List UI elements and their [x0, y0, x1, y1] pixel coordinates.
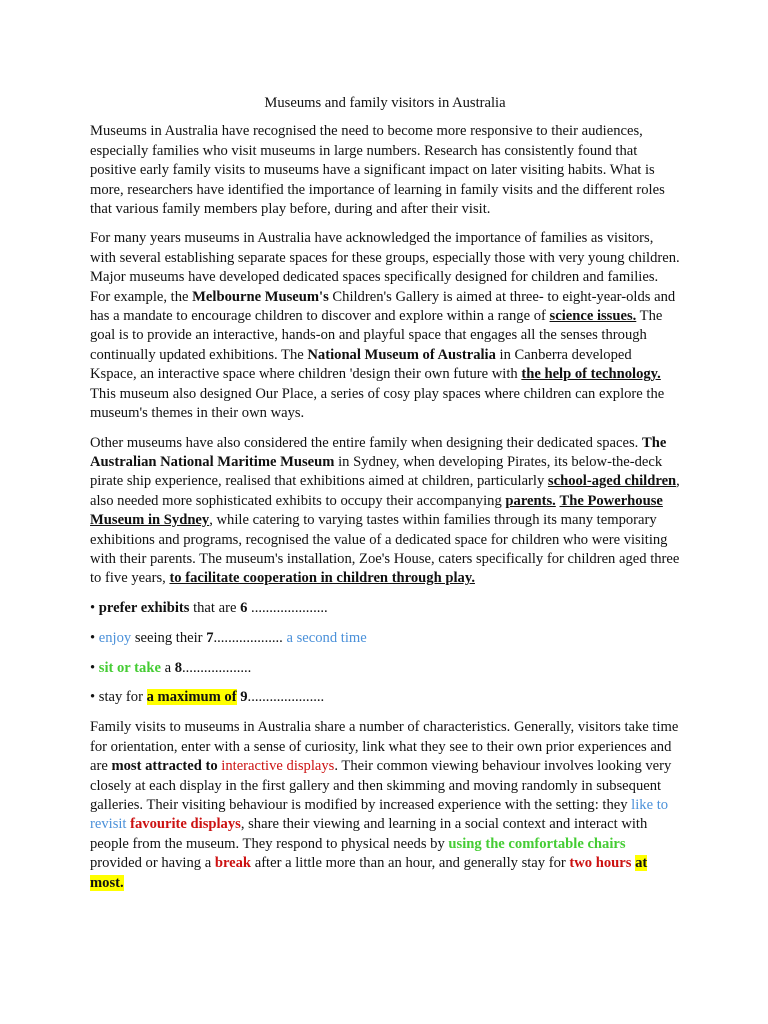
answer-blank: .....................: [247, 599, 328, 616]
question-number: 9: [240, 689, 248, 706]
text-run: For many years museums in Australia have acknowledged the importance of families as visitors, with several establishing separate spaces for these groups, especially those with very young children. Major museums have developed dedicated spaces specifically designed for children and families. For example, the: [90, 230, 680, 305]
bullet-mark: •: [90, 659, 99, 676]
break-red: break: [214, 855, 252, 872]
text-run: , share their viewing and learning in a social context and interact with people from the museum. They respond to physical needs by: [90, 816, 648, 852]
bullet-mark: •: [90, 629, 99, 646]
text-run: a: [160, 659, 175, 676]
sit-or-take-green: sit or take: [98, 659, 161, 676]
powerhouse-museum-underlined: The Powerhouse Museum in Sydney: [90, 492, 663, 529]
at-most-highlighted: at most.: [90, 855, 648, 891]
text-run: The goal is to provide an interactive, hands-on and playful space that engages all the senses through continually updated exhibitions. The: [90, 308, 663, 363]
enjoy-blue: enjoy: [98, 629, 132, 646]
text-run: . Their common viewing behaviour involves looking very closely at each display in the first gallery and then skimming and moving randomly in subsequent galleries. Their visiting behaviour is modified by increased experience with the setting: they: [90, 758, 672, 813]
facilitate-cooperation-underlined: to facilitate cooperation in children through play.: [169, 570, 475, 587]
text-run: seeing their: [131, 629, 207, 646]
text-run: This museum also designed Our Place, a series of cosy play spaces where children can explore the museum's themes in their own ways.: [90, 385, 665, 422]
text-run: in Canberra developed Kspace, an interactive space where children 'design their own future with: [90, 346, 632, 383]
paragraph-entire-family: [90, 434, 680, 589]
text-run: Other museums have also considered the entire family when designing their dedicated spaces.: [90, 434, 642, 451]
help-of-technology-underlined: the help of technology.: [521, 366, 661, 383]
text-run: stay for: [98, 689, 147, 706]
text-run: Family visits to museums in Australia share a number of characteristics. Generally, visitors take time for orientation, enter with a sense of curiosity, link what they see to their own prior experiences and are: [90, 719, 679, 775]
like-to-revisit-blue: like to revisit: [90, 797, 669, 833]
text-run: , also needed more sophisticated exhibits to occupy their accompanying: [90, 473, 680, 509]
a-maximum-of-highlighted: a maximum of: [146, 689, 237, 706]
answer-blank: ...................: [182, 659, 252, 676]
favourite-displays-red: favourite displays: [130, 816, 241, 833]
two-hours-red: two hours: [569, 855, 632, 872]
a-second-time-blue: a second time: [282, 629, 367, 646]
national-museum-bold: National Museum of Australia: [307, 346, 496, 363]
paragraph-family-visits: [90, 718, 680, 893]
paragraph-intro: Museums in Australia have recognised the need to become more responsive to their audiences, especially families who visit museums in large numbers. Research has consistently found that positive early family visits to museums have a significant impact on later visiting habits. What is more, researchers have identified the importance of learning in family visits and the different roles that various family members play before, during and after their visit.: [90, 123, 665, 218]
maritime-museum-bold: The Australian National Maritime Museum: [90, 434, 667, 470]
text-run: Children's Gallery is aimed at three- to eight-year-olds and has a mandate to encourage children to discover and explore within a range of: [90, 288, 676, 325]
bullet-question-6: [90, 599, 680, 618]
text-run: that are: [189, 599, 241, 616]
interactive-displays-red: interactive displays: [221, 758, 335, 775]
bullet-mark: •: [90, 689, 99, 706]
text-run: in Sydney, when developing Pirates, its below-the-deck pirate ship experience, realised that exhibitions aimed at children, particularly: [90, 453, 663, 490]
bullet-mark: •: [90, 599, 99, 616]
prefer-exhibits-bold: prefer exhibits: [98, 599, 190, 616]
melbourne-museum-bold: Melbourne Museum's: [192, 288, 329, 305]
text-run: after a little more than an hour, and generally stay for: [251, 855, 570, 872]
bullet-question-8: [90, 659, 680, 678]
science-issues-underlined: science issues.: [549, 308, 637, 325]
parents-underlined: parents.: [505, 492, 556, 509]
question-number: 7: [206, 629, 214, 646]
comfortable-chairs-green: using the comfortable chairs: [448, 835, 626, 852]
question-number: 6: [240, 599, 248, 616]
bullet-question-9: [90, 688, 680, 707]
bullet-question-7: [90, 629, 680, 648]
paragraph-dedicated-spaces: [90, 229, 680, 423]
answer-blank: .....................: [247, 689, 325, 706]
document-body: [90, 94, 680, 903]
page-title: Museums and family visitors in Australia: [264, 95, 506, 111]
text-run: provided or having a: [90, 855, 215, 872]
question-number: 8: [174, 659, 182, 676]
text-run: , while catering to varying tastes within families through its many temporary exhibitions and programs, recognised the value of a dedicated space for children who were visiting with their parents. The museum's installation, Zoe's House, caters specifically for children aged three to five years,: [90, 512, 680, 587]
answer-blank: ...................: [213, 629, 283, 646]
school-aged-children-underlined: school-aged children: [547, 473, 677, 490]
most-attracted-bold: most attracted to: [111, 758, 218, 775]
